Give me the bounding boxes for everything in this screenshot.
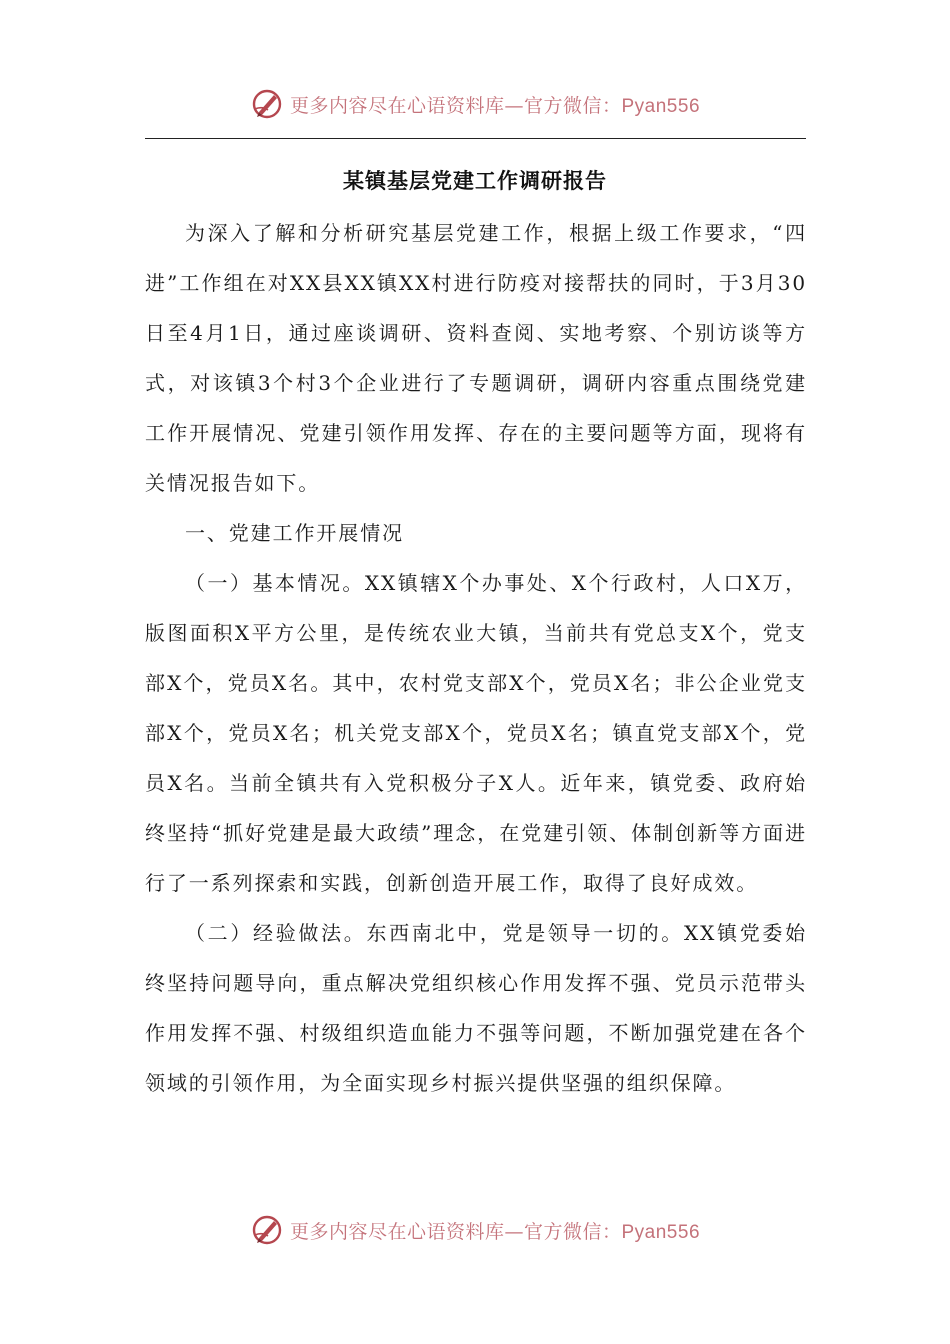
watermark-text	[290, 91, 700, 118]
pen-circle-logo-icon	[250, 87, 284, 121]
watermark-library-name: 更多内容尽在心语资料库	[289, 94, 505, 117]
paragraph-basic-situation: （一）基本情况。XX镇辖X个办事处、X个行政村，人口X万，版图面积X平方公里，是传统农业大镇，当前共有党总支X个，党支部X个，党员X名。其中，农村党支部X个，党员X名；非公企业党支部X个，党员X名；机关党支部X个，党员X名；镇直党支部X个，党员X名。当前全镇共有入党积极分子X人。近年来，镇党委、政府始终坚持“抓好党建是最大政绩”理念，在党建引领、体制创新等方面进行了一系列探索和实践，创新创造开展工作，取得了良好成效。	[145, 571, 807, 895]
paragraph-experience: （二）经验做法。东西南北中，党是领导一切的。XX镇党委始终坚持问题导向，重点解决党组织核心作用发挥不强、党员示范带头作用发挥不强、村级组织造血能力不强等问题，不断加强党建在各个领域的引领作用，为全面实现乡村振兴提供坚强的组织保障。	[145, 921, 807, 1095]
watermark-text	[290, 1217, 700, 1244]
pen-circle-logo-icon	[250, 1213, 284, 1247]
watermark-wechat-label: 官方微信：	[523, 94, 622, 117]
document-body	[145, 208, 807, 1108]
watermark-separator: —	[504, 94, 524, 117]
document-title: 某镇基层党建工作调研报告	[343, 168, 607, 193]
watermark-wechat-label: 官方微信：	[523, 1220, 622, 1243]
watermark-library-name: 更多内容尽在心语资料库	[289, 1220, 505, 1243]
header-divider	[145, 138, 806, 139]
footer-watermark-banner	[0, 1210, 950, 1250]
paragraph-intro: 为深入了解和分析研究基层党建工作，根据上级工作要求，“四进”工作组在对XX县XX镇XX村进行防疫对接帮扶的同时，于3月30日至4月1日，通过座谈调研、资料查阅、实地考察、个别访谈等方式，对该镇3个村3个企业进行了专题调研，调研内容重点围绕党建工作开展情况、党建引领作用发挥、存在的主要问题等方面，现将有关情况报告如下。	[145, 221, 807, 495]
header-watermark-banner	[0, 84, 950, 124]
watermark-wechat-id: Pyan556	[621, 1221, 701, 1243]
watermark-separator: —	[504, 1220, 524, 1243]
watermark-wechat-id: Pyan556	[621, 95, 701, 117]
section-heading-1: 一、党建工作开展情况	[185, 521, 404, 545]
